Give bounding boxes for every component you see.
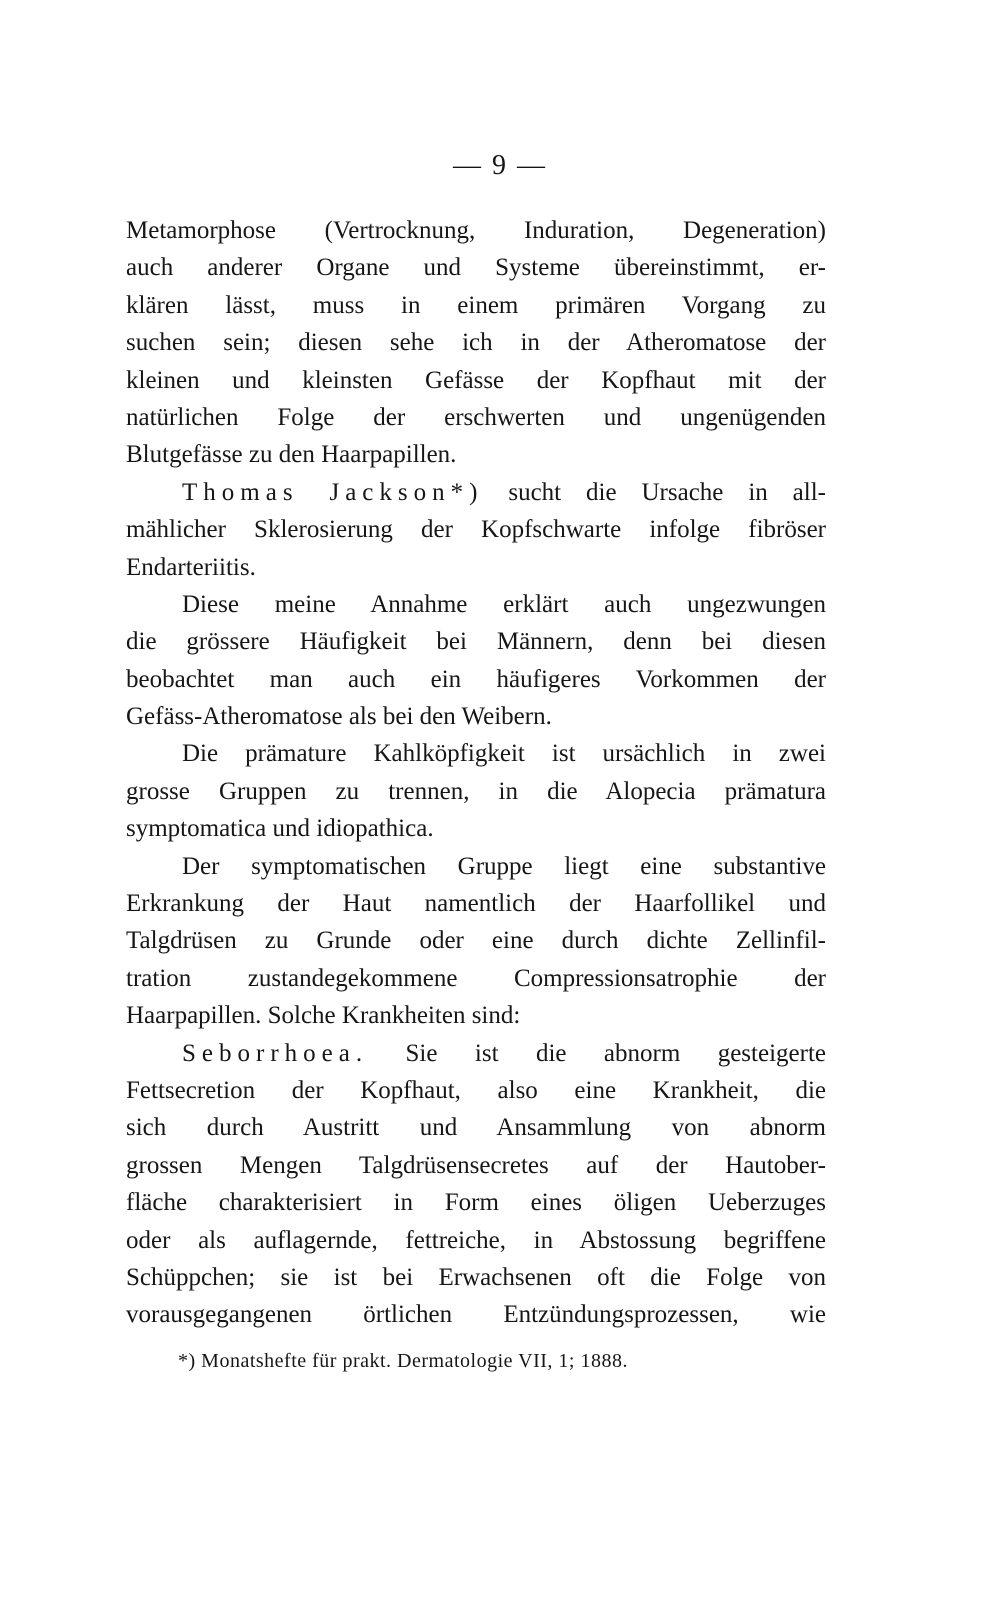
text-line: die grössere Häufigkeit bei Männern, denn bei diesen	[126, 628, 826, 656]
text-line: natürlichen Folge der erschwerten und ungenügenden	[126, 403, 826, 431]
text-line: fläche charakterisiert in Form eines öligen Ueberzuges	[126, 1189, 826, 1217]
text-line: auch anderer Organe und Systeme übereinstimmt, er-	[126, 254, 826, 282]
text-line: grossen Mengen Talgdrüsensecretes auf der Hautober-	[126, 1151, 826, 1179]
footnote: *) Monatshefte für prakt. Dermatologie VII, 1; 1888.	[178, 1350, 628, 1372]
text-line: tration zustandegekommene Compressionsatrophie der	[126, 964, 826, 992]
text-line: Fettsecretion der Kopfhaut, also eine Krankheit, die	[126, 1076, 826, 1104]
text-line: mählicher Sklerosierung der Kopfschwarte infolge fibröser	[126, 516, 826, 544]
text-line: Gefäss-Atheromatose als bei den Weibern.	[126, 703, 552, 731]
text-line: klären lässt, muss in einem primären Vorgang zu	[126, 291, 826, 319]
text-line: Die prämature Kahlköpfigkeit ist ursächlich in zwei	[182, 740, 826, 768]
text-line: Blutgefässe zu den Haarpapillen.	[126, 441, 457, 469]
paragraph-first-line	[126, 1035, 826, 1072]
text-line: Der symptomatischen Gruppe liegt eine substantive	[182, 852, 826, 880]
text-span: Sie ist die abnorm gesteigerte	[368, 1039, 826, 1067]
text-line: kleinen und kleinsten Gefässe der Kopfhaut mit der	[126, 366, 826, 394]
text-line: Endarteriitis.	[126, 553, 256, 581]
text-line: vorausgegangenen örtlichen Entzündungsprozessen, wie	[126, 1301, 826, 1329]
term-seborrhoea: Seborrhoea.	[182, 1039, 369, 1067]
text-line: beobachtet man auch ein häufigeres Vorkommen der	[126, 665, 826, 693]
text-line: oder als auflagernde, fettreiche, in Abstossung begriffene	[126, 1226, 826, 1254]
text-line: Erkrankung der Haut namentlich der Haarfollikel und	[126, 890, 826, 918]
text-line: grosse Gruppen zu trennen, in die Alopecia prämatura	[126, 777, 826, 805]
page-number: — 9 —	[453, 150, 547, 181]
text-line: suchen sein; diesen sehe ich in der Atheromatose der	[126, 329, 826, 357]
author-name: Thomas Jackson*)	[182, 478, 484, 506]
text-line: Schüppchen; sie ist bei Erwachsenen oft die Folge von	[126, 1263, 826, 1291]
body-text	[126, 212, 826, 1334]
text-line: Metamorphose (Vertrocknung, Induration, Degeneration)	[126, 217, 826, 244]
text-line: Talgdrüsen zu Grunde oder eine durch dichte Zellinfil-	[126, 927, 826, 955]
text-line: sich durch Austritt und Ansammlung von abnorm	[126, 1114, 826, 1142]
text-line: Diese meine Annahme erklärt auch ungezwungen	[182, 590, 826, 618]
paragraph-first-line	[126, 474, 826, 511]
text-span: sucht die Ursache in all-	[483, 478, 826, 506]
text-line: Haarpapillen. Solche Krankheiten sind:	[126, 1002, 521, 1030]
text-line: symptomatica und idiopathica.	[126, 815, 434, 843]
